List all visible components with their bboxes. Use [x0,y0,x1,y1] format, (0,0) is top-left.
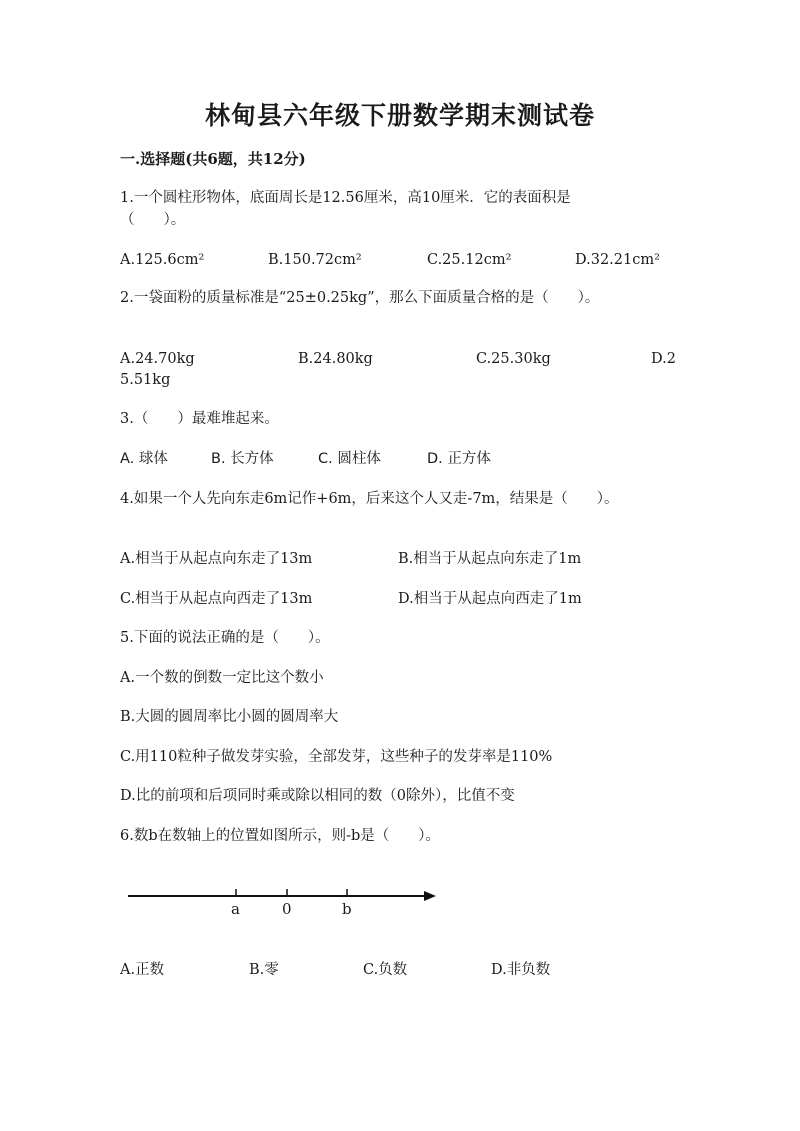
q2-option-d: D.2 [651,351,676,367]
label-b: b [342,900,352,918]
q2-option-d-wrap: 5.51kg [120,372,171,388]
q3-option-a: A. 球体 [120,451,168,467]
q2-option-c: C.25.30kg [476,351,551,367]
label-a: a [231,900,240,918]
number-line-arrow [424,891,436,901]
q3-option-c: C. 圆柱体 [318,451,381,467]
question-1-stem-continued: （ ）。 [120,212,186,228]
q6-option-d: D.非负数 [491,962,551,978]
question-1-stem: 1.一个圆柱形物体，底面周长是12.56厘米，高10厘米．它的表面积是 [120,190,571,206]
q6-option-b: B.零 [249,962,279,978]
q5-option-c: C.用110粒种子做发芽实验，全部发芽，这些种子的发芽率是110% [120,749,553,765]
section-header: 一.选择题(共6题，共12分) [120,150,306,168]
q1-option-a: A.125.6cm² [120,252,205,268]
q1-option-c: C.25.12cm² [427,252,512,268]
q1-option-b: B.150.72cm² [268,252,362,268]
label-zero: 0 [282,900,292,918]
question-5-stem: 5.下面的说法正确的是（ ）。 [120,630,330,646]
q2-option-b: B.24.80kg [298,351,373,367]
q4-option-b: B.相当于从起点向东走了1m [398,551,582,567]
question-2-stem: 2.一袋面粉的质量标准是“25±0.25kg”，那么下面质量合格的是（ ）。 [120,290,600,306]
q6-option-c: C.负数 [363,962,408,978]
q4-option-d: D.相当于从起点向西走了1m [398,591,582,607]
q4-option-c: C.相当于从起点向西走了13m [120,591,313,607]
q2-option-a: A.24.70kg [120,351,195,367]
question-6-stem: 6.数b在数轴上的位置如图所示，则-b是（ ）。 [120,828,441,844]
q6-option-a: A.正数 [120,962,165,978]
q5-option-b: B.大圆的圆周率比小圆的圆周率大 [120,709,339,725]
q5-option-d: D.比的前项和后项同时乘或除以相同的数（0除外），比值不变 [120,788,515,804]
q3-option-b: B. 长方体 [211,451,274,467]
q4-option-a: A.相当于从起点向东走了13m [120,551,313,567]
question-3-stem: 3.（ ）最难堆起来。 [120,411,279,427]
q3-option-d: D. 正方体 [427,451,491,467]
number-line-figure [120,880,450,920]
q1-option-d: D.32.21cm² [575,252,660,268]
q5-option-a: A.一个数的倒数一定比这个数小 [120,670,324,686]
question-4-stem: 4.如果一个人先向东走6m记作+6m，后来这个人又走-7m，结果是（ ）。 [120,491,619,507]
page-title: 林甸县六年级下册数学期末测试卷 [204,101,595,130]
